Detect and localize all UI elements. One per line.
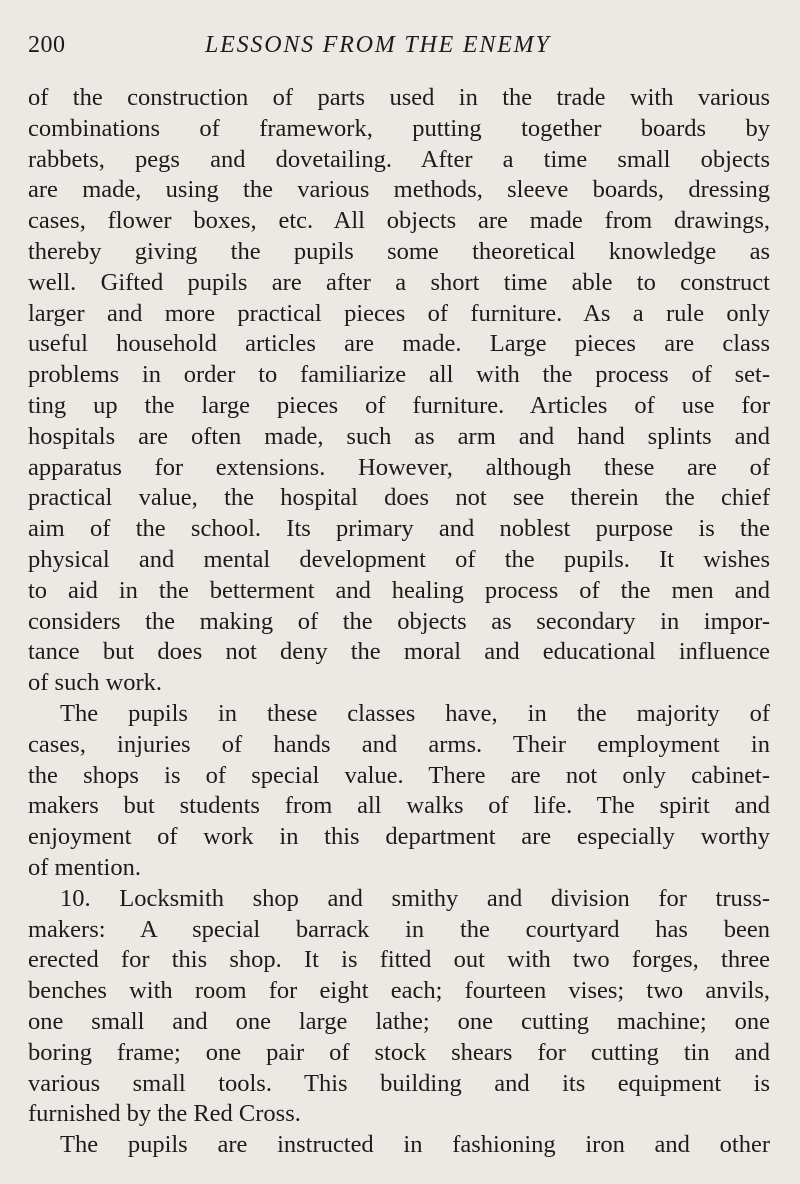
paragraph-end-line: furnished by the Red Cross. <box>28 1100 301 1128</box>
page-number: 200 <box>28 32 66 58</box>
text-line: well. Gifted pupils are after a short time able to construct <box>28 268 770 296</box>
paragraph-start-line: The pupils are instructed in fashioning iron and other <box>60 1131 770 1159</box>
text-line: boring frame; one pair of stock shears for cutting tin and <box>28 1038 770 1066</box>
text-line: cases, flower boxes, etc. All objects are made from drawings, <box>28 207 770 235</box>
text-line: physical and mental development of the pupils. It wishes <box>28 545 770 573</box>
text-line: makers: A special barrack in the courtyard has been <box>28 915 770 943</box>
text-line: hospitals are often made, such as arm and hand splints and <box>28 422 770 450</box>
text-line: one small and one large lathe; one cutting machine; one <box>28 1007 770 1035</box>
text-line: cases, injuries of hands and arms. Their employment in <box>28 730 770 758</box>
text-line: various small tools. This building and its equipment is <box>28 1069 770 1097</box>
text-line: useful household articles are made. Large pieces are class <box>28 330 770 358</box>
text-line: practical value, the hospital does not see therein the chief <box>28 484 770 512</box>
text-line: problems in order to familiarize all with the process of set- <box>28 361 770 389</box>
text-line: larger and more practical pieces of furniture. As a rule only <box>28 299 770 327</box>
text-line: apparatus for extensions. However, although these are of <box>28 453 770 481</box>
text-line: the shops is of special value. There are not only cabinet- <box>28 761 770 789</box>
text-line: thereby giving the pupils some theoretical knowledge as <box>28 237 770 265</box>
text-line: tance but does not deny the moral and educational influence <box>28 638 770 666</box>
text-line: makers but students from all walks of life. The spirit and <box>28 792 770 820</box>
paragraph-end-line: of mention. <box>28 853 141 881</box>
text-line: considers the making of the objects as secondary in impor- <box>28 607 770 635</box>
section-heading-line: 10. Locksmith shop and smithy and division for truss- <box>60 884 770 912</box>
paragraph-end-line: of such work. <box>28 669 163 697</box>
paragraph-start-line: The pupils in these classes have, in the majority of <box>60 699 770 727</box>
text-line: ting up the large pieces of furniture. Articles of use for <box>28 391 770 419</box>
body-text <box>28 83 770 1161</box>
text-line: aim of the school. Its primary and noblest purpose is the <box>28 515 770 543</box>
text-line: of the construction of parts used in the trade with various <box>28 84 770 111</box>
text-line: benches with room for eight each; fourteen vises; two anvils, <box>28 977 770 1005</box>
text-line: to aid in the betterment and healing process of the men and <box>28 576 770 604</box>
text-line: erected for this shop. It is fitted out with two forges, three <box>28 946 770 974</box>
text-line: combinations of framework, putting together boards by <box>28 114 770 142</box>
running-title: LESSONS FROM THE ENEMY <box>205 32 551 58</box>
running-head <box>0 32 800 66</box>
text-line: rabbets, pegs and dovetailing. After a time small objects <box>28 145 770 173</box>
text-line: are made, using the various methods, sleeve boards, dressing <box>28 176 770 204</box>
text-line: enjoyment of work in this department are especially worthy <box>28 823 770 851</box>
